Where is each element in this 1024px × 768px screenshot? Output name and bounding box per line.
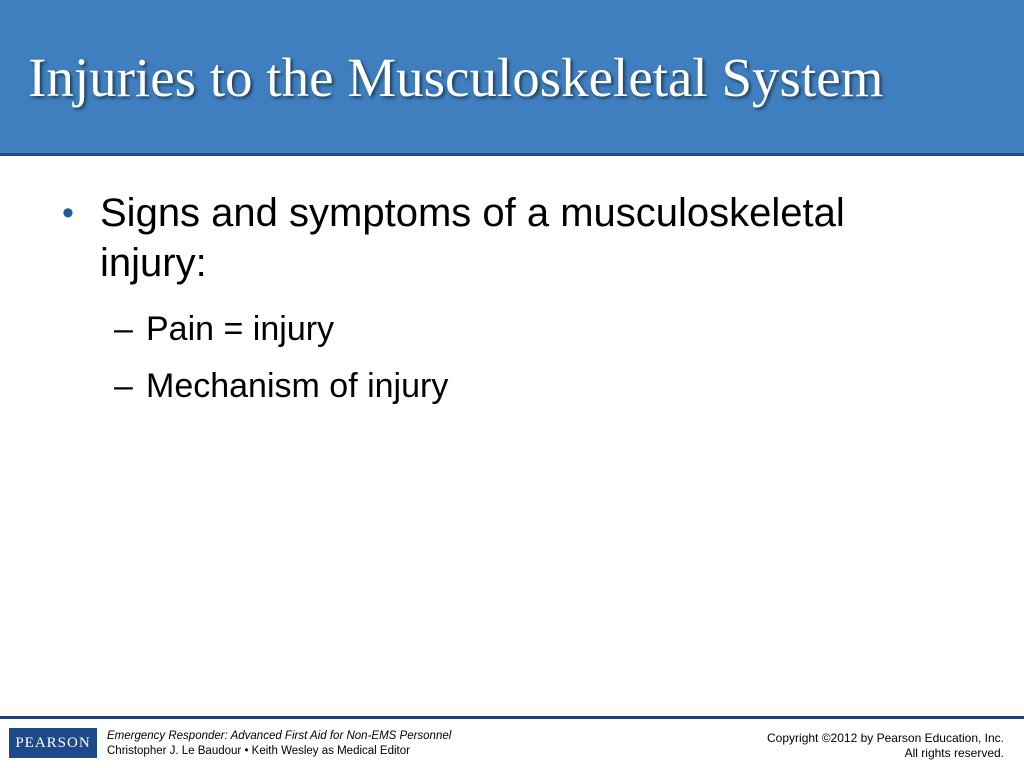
copyright-notice <box>767 731 1004 761</box>
bullet-text: Signs and symptoms of a musculoskeletal injury: <box>100 191 845 285</box>
sub-bullet-item <box>114 366 448 406</box>
book-title: Emergency Responder: Advanced First Aid for Non-EMS Personnel <box>107 730 452 742</box>
book-authors: Christopher J. Le Baudour • Keith Wesley as Medical Editor <box>107 745 410 757</box>
slide-title: Injuries to the Musculoskeletal System <box>28 47 884 108</box>
bullet-marker: • <box>62 194 74 232</box>
bullet-item <box>62 188 962 288</box>
sub-bullet-item <box>114 309 334 349</box>
pearson-logo: PEARSON <box>9 728 97 758</box>
rights-line: All rights reserved. <box>904 746 1004 760</box>
dash-marker: – <box>114 367 133 405</box>
dash-marker: – <box>114 310 133 348</box>
copyright-line: Copyright ©2012 by Pearson Education, Inc. <box>767 731 1004 745</box>
title-bar <box>0 0 1024 156</box>
sub-bullet-text: Pain = injury <box>146 310 335 348</box>
footer-rule <box>0 716 1024 719</box>
sub-bullet-text: Mechanism of injury <box>146 367 449 405</box>
